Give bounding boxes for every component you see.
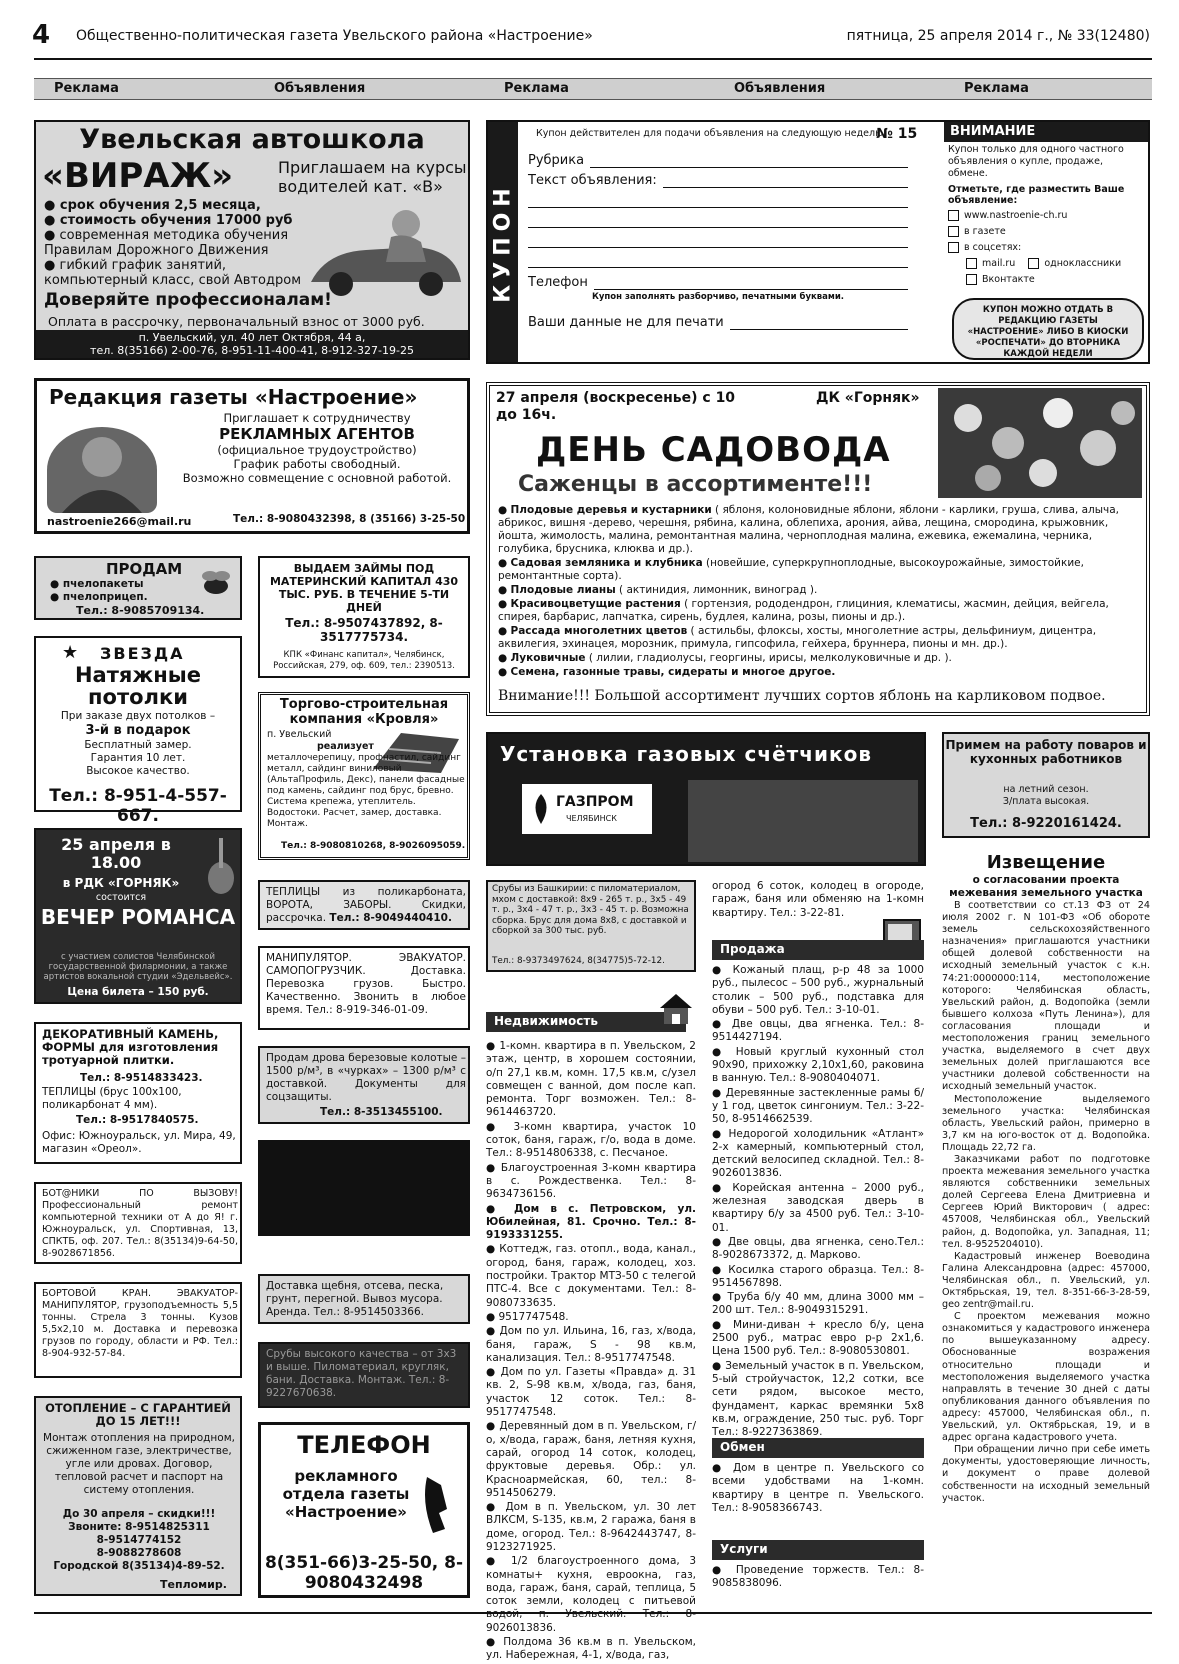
band-ad-2: Реклама [504,81,569,96]
heating-phone: 8-9514774152 [96,1534,182,1546]
list-item: ● Земельный участок в п. Увельском, 5-ый стройучасток, 12,2 сотки, все сети рядом, высокое место, фундамент, каркас времянки 5х8 кв.м, ограждение, 250 тыс. руб. Торг Тел.: 8-9227363869. [712,1359,924,1439]
autoschool-ad [34,120,470,360]
garden-item: ● Красивоцветущие растения ( гортензия, рододендрон, глициния, клематисы, жасмин, дейция, вейгела, спирея, барбарис, лапчатка, сирень, будлея, калина, розы, пионы и др.). [498,598,1109,623]
exchange-list [712,1462,924,1516]
phone-ad [258,1422,470,1598]
coupon-choose: Отметьте, где разместить Ваше объявление: [948,184,1125,206]
rubric-label: Рубрика [528,153,585,168]
option-social: в соцсетях: [964,242,1022,253]
newspaper-title: Общественно-политическая газета Увельского района «Настроение» [76,28,593,44]
list-item: ● Деревянный дом в п. Увельском, г/о, х/вода, гараж, баня, летняя кухня, сарай, огород 14 соток, колодец, фруктовые деревья. Обр.: ул. Красноармейская, 60, тел.: 8-9514506279. [486,1420,697,1499]
logs-ad [486,880,696,972]
col2-continued: огород 6 соток, колодец в огороде, гараж, баня или обменяю на 1-комн квартиру. Тел.: 3-22-81. [712,880,924,919]
garden-place: ДК «Горняк» [816,390,920,406]
gas-title: Установка газовых счётчиков [500,742,872,766]
list-item: ● Дом в центре п. Увельского со всеми удобствами на 1-комн. квартиру в центре п. Увельского. Тел.: 8-9058366743. [712,1462,924,1514]
autoschool-address: п. Увельский, ул. 40 лет Октября, 44 а, [138,331,366,344]
coupon-valid: Купон действителен для подачи объявления на следующую неделю [536,128,884,139]
list-item: ● 9517747548. [486,1310,569,1323]
logs2-ad [258,1342,470,1408]
redaction-email[interactable]: nastroenie266@mail.ru [47,515,192,528]
page-number: 4 [32,20,51,50]
heating-contacts [40,1508,238,1573]
bees-item: ● пчелопакеты [50,578,144,590]
list-item: ● Благоустроенная 3-комн квартира в с. Рождественка. Тел.: 8-9634736156. [486,1161,696,1201]
crane-text: БОРТОВОЙ КРАН. ЭВАКУАТОР-МАНИПУЛЯТОР, грузоподъемность 5,5 тонны. Стрела 3 тонны. Кузов 5,5х2,10 м. Доставка и перевозка грузов по городу, области и РФ. Тел.: 8-904-932-57-84. [42,1288,238,1359]
list-item: ● Дом в п. Увельском, ул. 30 лет ВЛКСМ, S-135, кв.м, 2 гаража, баня в доме, огород. Тел.: 8-9642443747, 8-9123271925. [486,1501,696,1553]
notice-paragraph: С проектом межевания можно ознакомиться у кадастрового инженера по вышеуказанному адресу. Обоснованные возражения относительно площади и местоположения выделяемого участка направлять в течение 30 дней с даты опубликования данного объявления по адресу: 457000, Челябинская обл., п. Увельский, ул. Октябрьская, 19, и в адрес органа кадастрового учета. [942,1311,1150,1444]
list-item: ● Недорогой холодильник «Атлант» 2-х камерный, компьютерный стол, детский велосипед складной. Тел.: 8-9026013836. [712,1127,924,1180]
evacuator-ad [258,946,470,1030]
stone-phone2: Тел.: 8-9517840575. [76,1114,199,1126]
garden-item: ● Луковичные ( лилии, гладиолусы, георгины, ирисы, мелколуковичные и др. ). [498,652,952,664]
band-ad-1: Реклама [54,81,119,96]
krovlya-place: п. Увельский [267,729,332,740]
redaction-line: (официальное трудоустройство) [217,443,417,457]
list-item: ● Две овцы, два ягненка, сено.Тел.: 8-9028673372, д. Марково. [712,1235,925,1262]
bees-phone: Тел.: 8-9085709134. [76,604,205,617]
heating-text: Монтаж отопления на природном, сжиженном газе, электричестве, угле или дровах. Договор, тепловой расчет и паспорт на систему отопления. [43,1432,235,1496]
autoschool-slogan: Доверяйте профессионалам! [44,290,332,310]
autoschool-item: ● современная методика обучения Правилам Дорожного Движения [44,228,289,258]
garden-day-ad [486,382,1150,716]
text-input[interactable] [663,170,908,188]
rubric-input[interactable] [590,150,908,168]
redaction-line: График работы свободный. [233,457,401,471]
bees-title: ПРОДАМ [106,560,183,578]
ceilings-line: Гарантия 10 лет. [90,752,186,764]
house-icon [658,992,694,1030]
band-ann-1: Объявления [274,81,366,96]
ceilings-title: Натяжные потолки [74,663,202,709]
romance-date: 25 апреля в 18.00 [61,835,171,872]
garden-footer: Внимание!!! Большой ассортимент лучших сортов яблонь на карликовом подвое. [498,688,1106,704]
list-item: ● Косилка старого образца. Тел.: 8-9514567898. [712,1263,924,1289]
attention-title: ВНИМАНИЕ [944,122,1148,142]
logs-phone: Тел.: 8-9373497624, 8(34775)5-72-12. [492,956,665,966]
list-item: ● Мини-диван + кресло б/у, цена 2500 руб., матрас евро р-р 2х1,6. Цена 1500 руб. Тел.: 8-9080530801. [712,1318,924,1358]
redaction-ad [34,378,470,534]
gas-meters-ad [486,732,926,866]
autoschool-payment: Оплата в рассрочку, первоначальный взнос от 3000 руб. [48,314,425,329]
notice-title: Извещение [986,852,1106,873]
greenhouses-ad [258,880,470,930]
text-label: Текст объявления: [528,173,657,188]
stone-greenhouse: ТЕПЛИЦЫ (брус 100х100, поликарбонат 4 мм). [42,1086,182,1111]
romance-price: Цена билета – 150 руб. [67,986,209,998]
cooks-sub: на летний сезон. [1003,784,1089,795]
list-item: ● Новый круглый кухонный стол 90х90, прихожку 2,10х1,60, раковина в ванную. Тел.: 8-9080404071. [712,1045,924,1085]
garden-item: ● Плодовые деревья и кустарники ( яблоня, колоновидные яблони, яблони - карлики, груша, слива, алыча, абрикос, вишня -дерево, черешня, рябина, калина, облепиха, арония, айва, лещина, смородина, крыжовник, йошта, жимолость, малина, ремонтантная малина, черноплодная малина, ежевика, ежемалина, черника, голубика, брусника, клюква и др.). [498,504,1120,555]
list-item: ● Корейская антенна – 2000 руб., железная заводская дверь в квартиру б/у за 4500 руб. Тел.: 3-10-01. [712,1181,925,1234]
notice-paragraph: При обращении лично при себе иметь документы, удостоверяющие личность, и документ о праве долевой собственности на исходный земельный участок. [942,1444,1150,1504]
private-input[interactable] [730,312,908,330]
flowers-photo [938,388,1142,498]
coupon-number: № 15 [876,126,918,142]
text-input-line[interactable] [528,248,908,268]
coupon-fields [528,146,908,330]
garden-title: ДЕНЬ САДОВОДА [536,430,891,470]
realty-heading [486,1012,686,1032]
person-photo [47,427,157,513]
checkbox-social[interactable] [948,242,959,253]
list-item: ● 3-комн квартира, участок 10 соток, баня, гараж, г/о, вода в доме. Тел.: 8-9514806338, с. Песчаное. [486,1120,696,1160]
garden-item: ● Рассада многолетних цветов ( астильбы, флоксы, хосты, многолетние астры, дельфиниум, дицентра, аквилегия, эхинацея, морозник, примула, гипсофила, гейхера, бруннера, пионы и мн. др.). [498,625,1097,650]
services-heading [712,1540,924,1560]
romance-title: ВЕЧЕР РОМАНСА [40,905,236,929]
phone-ad-title: ТЕЛЕФОН [297,1431,431,1459]
meters-photo [688,780,918,862]
violin-icon [204,836,238,900]
heating-phone: 8-9088278608 [96,1547,182,1559]
autoschool-name: «ВИРАЖ» [42,156,234,196]
list-item: ● Дом в с. Петровском, ул. Юбилейная, 81. Срочно. Тел.: 8-9193331255. [486,1202,696,1242]
exchange-heading [712,1438,924,1458]
autoschool-item: ● срок обучения 2,5 месяца, [44,198,261,213]
bees-list [50,578,148,604]
gravel-ad [258,1274,470,1324]
phone-label: Телефон [528,275,588,290]
logs-text: Срубы из Башкирии: с пиломатериалом, мхом с доставкой: 8х9 - 265 т. р., 3х5 - 49 т. р., 3х4 - 47 т. р., 3х3 - 45 т. р. Возможна сборка. Брус для дома 8х8, с доставкой и сборкой за 300 тыс. руб. [492,884,689,937]
private-label: Ваши данные не для печати [528,315,724,330]
autoschool-phones: тел. 8(35166) 2-00-76, 8-951-11-400-41, 8-912-327-19-25 [90,344,414,357]
garden-date: 27 апреля (воскресенье) с 10 до 16ч. [496,390,736,423]
redaction-agents: РЕКЛАМНЫХ АГЕНТОВ [219,425,415,443]
cooks-ad [942,732,1150,838]
ceilings-body [36,710,240,778]
section-band [34,78,1152,100]
notice-paragraph: В соответствии со ст.13 ФЗ от 24 июля 2002 г. N 101-ФЗ «Об обороте земель сельскохозяйственного назначения» приглашаются участники общей долевой собственности на исходный земельный участок с к.н. 74:21:0000000:114, местоположение которого: Челябинская область, Увельский район, д. Водопойка (земли бывшего колхоза «Путь Ленина»), для согласования площади и местоположения границ земельного участка, выделяемого в счет двух земельных долей приглашаются все участники долевой собственности на исходный земельный участок. [942,900,1150,1093]
sale-heading-text: Продажа [720,942,785,956]
stone-ad [34,1022,242,1164]
ceilings-gift: 3-й в подарок [85,723,191,738]
heating-promo: До 30 апреля – скидки!!! [62,1508,216,1520]
list-item: ● Труба б/у 40 мм, длина 3000 мм – 200 шт. Тел.: 8-9049315291. [712,1291,925,1317]
redaction-phones: Тел.: 8-9080432398, 8 (35166) 3-25-50 [233,513,466,525]
checkbox-mailru[interactable] [966,258,977,269]
krovlya-title: Торгово-строительная компания «Кровля» [279,697,449,727]
romance-held: состоится [95,892,147,903]
phone-icon [419,1473,463,1541]
autoschool-title: Увельская автошкола [79,124,425,155]
exchange-heading-text: Обмен [720,1440,765,1454]
ceilings-ad [34,636,242,826]
autoschool-list [44,198,314,288]
option-vk: Вконтакте [982,274,1035,285]
list-item: ● 1/2 благоустроенного дома, 3 комнаты+ кухня, евроокна, газ, вода, гараж, баня, сарай, теплица, 5 соток земли, колодец с питьевой водой, п. Увельский. Тел.: 8-9026013836. [486,1555,697,1634]
ceilings-line: Высокое качество. [86,765,190,777]
list-item: ● Деревянные застекленные рамы б/у 1 год, цветок сингониум. Тел.: 3-22-50, 8-9514662539. [712,1086,924,1126]
option-paper: в газете [964,226,1006,237]
loans-title: ВЫДАЕМ ЗАЙМЫ ПОД МАТЕРИНСКИЙ КАПИТАЛ 430 ТЫС. РУБ. В ТЕЧЕНИЕ 5-ТИ ДНЕЙ [269,562,459,614]
krovlya-sells: реализует [317,741,374,752]
stone-phone1: Тел.: 8-9514833423. [80,1072,203,1084]
garden-list [498,504,1142,679]
car-illustration [306,202,466,302]
checkbox-paper[interactable] [948,226,959,237]
romance-place: в РДК «ГОРНЯК» [62,876,180,890]
autoschool-invite: Приглашаем на курсы водителей кат. «В» [278,158,467,196]
loans-phones: Тел.: 8-9507437892, 8-3517775734. [285,616,443,644]
checkbox-site[interactable] [948,210,959,221]
gazprom-logo [522,784,652,834]
krovlya-phones: Тел.: 8-9080810268, 8-9026095059. [281,841,466,851]
notice-paragraph: Кадастровый инженер Воеводина Галина Александровна (адрес: 457000, Челябинская обл., п. Увельский, ул. Октябрьская, 19, тел. 8-351-66-3-28-59, geo zentr@mail.ru. [942,1250,1150,1311]
list-item: ● Проведение торжеств. Тел.: 8-9085838096. [712,1564,924,1590]
redaction-body [167,411,467,485]
phone-ad-sub: рекламного отдела газеты «Настроение» [282,1467,410,1521]
list-item: ● Две овцы, два ягненка. Тел.: 8-9514427194. [712,1018,924,1044]
list-item: ● Дом по ул. Ильина, 16, газ, х/вода, баня, гараж, S - 98 кв.м, канализация. Тел.: 8-9517747548. [486,1325,696,1364]
coupon-hint: Купон заполнять разборчиво, печатными буквами. [591,292,845,302]
coupon-note: КУПОН МОЖНО ОТДАТЬ В РЕДАКЦИЮ ГАЗЕТЫ «НАСТРОЕНИЕ» ЛИБО В КИОСКИ «РОСПЕЧАТИ» ДО ВТОРНИКА КАЖДОЙ НЕДЕЛИ [952,298,1144,360]
logs2-text: Срубы высокого качества – от 3х3 и выше. Пиломатериал, кругляк, бани. Доставка. Монтаж. Тел.: 8-9227670638. [266,1348,457,1399]
romance-ad [34,828,242,1004]
text-input-line[interactable] [528,188,908,208]
autoschool-item: ● гибкий график занятий, компьютерный класс, свой Автодром [44,258,301,288]
phone-ad-numbers: 8(351-66)3-25-50, 8-9080432498 [264,1553,464,1593]
krovlya-text: металлочерепицу, профнастил, сайдинг металл, сайдинг виниловый (АльтаПрофиль, Декс), панели фасадные под камень, сайдинг под брус, бревно. Система крепежа, утеплитель. Водостоки. Расчет, замер, доставка. Монтаж. [267,753,465,829]
krovlya-ad [258,692,470,860]
evacuator-text: МАНИПУЛЯТОР. ЭВАКУАТОР. САМОПОГРУЗЧИК. Доставка. Перевозка грузов. Быстро. Качественно. Звонить в любое время. Тел.: 8-919-346-01-09. [266,952,466,1016]
phone-input[interactable] [594,272,908,290]
option-site: www.nastroenie-ch.ru [964,210,1068,221]
autoschool-item: ● стоимость обучения 17000 руб [44,213,293,228]
footer-rule [34,1612,1152,1614]
cooks-phone: Тел.: 8-9220161424. [970,816,1122,831]
bee-icon [196,568,236,602]
star-icon: ★ [62,642,79,663]
sale-list [712,964,924,1440]
black-block [258,1140,470,1236]
services-heading-text: Услуги [720,1542,768,1556]
bees-ad [34,556,242,620]
gravel-text: Доставка щебня, отсева, песка, грунт, перегной. Вывоз мусора. Аренда. Тел.: 8-9514503366. [266,1280,444,1318]
garden-item: ● Семена, газонные травы, сидераты и многое другое. [498,666,836,678]
notice-paragraph: Местоположение выделяемого земельного участка: Челябинская область, Увельский район, примерно в 3,7 км на юго-восток от д. Водопойка. Площадь 22,72 га. [942,1093,1150,1153]
heating-phone: Звоните: 8-9514825311 [68,1521,210,1533]
list-item: ● 1-комн. квартира в п. Увельском, 2 этаж, центр, в хорошем состоянии, о/п 27,1 кв.м, комн. 17,5 кв.м, с/узел совмещен с ванной, дом после кап. ремонта. Торг возможен. Тел.: 8-9614463720. [486,1040,696,1119]
services-list [712,1564,924,1592]
checkbox-vk[interactable] [966,274,977,285]
garden-item: ● Садовая земляника и клубника (новейшие, суперкрупноплодные, высокоурожайные, зимостойкие, ремонтантные сорта). [498,557,1084,582]
band-ann-2: Объявления [734,81,826,96]
sale-heading [712,940,924,960]
loans-note: КПК «Финанс капитал», Челябинск, Российская, 279, оф. 609, тел.: 2390513. [273,650,455,671]
redaction-line: Возможно совмещение с основной работой. [182,471,452,485]
garden-item: ● Плодовые лианы ( актинидия, лимонник, виноград ). [498,584,818,596]
gazprom-city: ЧЕЛЯБИНСК [566,814,617,823]
realty-heading-text: Недвижимость [494,1014,598,1028]
realty-list [486,1040,696,1664]
stone-title: ДЕКОРАТИВНЫЙ КАМЕНЬ, ФОРМЫ для изготовления тротуарной плитки. [42,1027,219,1067]
cooks-pay: З/плата высокая. [1002,796,1090,807]
ceilings-line: Бесплатный замер. [84,739,192,751]
romance-text: с участием солистов Челябинской государственной филармонии, а также артистов вокальной студии «Эдельвейс». [43,952,233,982]
list-item: ● Дом по ул. Газеты «Правда» д. 31 кв. 2, S-98 кв.м, х/вода, газ, баня, участок 12 соток. Тел.: 8-9517747548. [486,1366,696,1419]
botaniki-text: БОТ@НИКИ ПО ВЫЗОВУ! Профессиональный ремонт компьютерной техники от А до Я! г. Южноуральск, ул. Спортивная, 13, СПКТБ, оф. 207. Тел.: 8(35134)9-64-50, 8-9028671856. [42,1188,238,1259]
heating-ad [34,1396,242,1596]
list-item: ● Коттедж, газ. отопл., вода, канал., огород, баня, гараж, колодец, хоз. постройки. Трактор МТЗ-50 с телегой ПТС-4. Все с документами. Тел.: 8-9080733635. [486,1243,696,1309]
coupon-side-label [488,122,518,362]
firewood-ad [258,1046,470,1124]
list-item: ● Кожаный плащ, р-р 48 за 1000 руб., пылесос – 500 руб., журнальный столик – 500 руб., подставка для обуви – 500 руб. Тел.: 3-10-01. [712,964,924,1016]
ceilings-brand: ЗВЕЗДА [100,644,185,663]
botaniki-ad [34,1182,242,1264]
option-mailru: mail.ru [982,258,1016,269]
bees-item: ● пчелоприцеп. [50,591,148,603]
cooks-title: Примем на работу поваров и кухонных работников [945,738,1147,766]
crane-ad [34,1282,242,1378]
header-rule [34,58,1152,60]
option-ok: одноклассники [1044,258,1122,269]
text-input-line[interactable] [528,228,908,248]
stone-office: Офис: Южноуральск, ул. Мира, 49, магазин «Ореол». [42,1130,236,1155]
coupon-side-text: КУПОН [490,182,516,303]
heating-title: ОТОПЛЕНИЕ – С ГАРАНТИЕЙ ДО 15 ЛЕТ!!! [45,1401,231,1428]
ceilings-line: При заказе двух потолков – [60,710,216,722]
heating-brand: Тепломир. [160,1578,227,1591]
notice-body [942,900,1150,1505]
gazprom-brand: ГАЗПРОМ [556,794,634,810]
text-input-line[interactable] [528,208,908,228]
redaction-line: Приглашает к сотрудничеству [223,411,411,425]
band-ad-3: Реклама [964,81,1029,96]
ceilings-phone: Тел.: 8-951-4-557-667. [49,786,227,826]
greenhouses-text: ТЕПЛИЦЫ из поликарбоната, ВОРОТА, ЗАБОРЫ. Скидки, рассрочка. Тел.: 8-9049440410. [266,886,466,924]
firewood-phone: Тел.: 8-3513455100. [320,1106,443,1118]
firewood-text: Продам дрова березовые колотые – 1500 р/м³, в «чурках» – 1300 р/м³ с доставкой. Документы для соцзащиты. [266,1052,466,1103]
notice-paragraph: Заказчиками работ по подготовке проекта межевания земельного участка являются собственники земельных долей Сергеева Елена Дмитриевна и Сергеев Юрий Викторович ( адрес: 457008, Челябинская обл., Увельский район, д. Водопойка, ул. Западная, 11; тел. 8-9525204010). [942,1153,1150,1250]
loans-ad [258,556,470,678]
redaction-title: Редакция газеты «Настроение» [49,385,418,409]
autoschool-contacts [36,330,468,358]
notice-subtitle: о согласовании проекта межевания земельного участка [949,874,1143,899]
list-item: ● Полдома 36 кв.м в п. Увельском, ул. Набережная, 4-1, х/вода, газ, [486,1636,696,1662]
issue-date: пятница, 25 апреля 2014 г., № 33(12480) [846,28,1150,44]
coupon-form [486,120,1150,364]
garden-subtitle: Саженцы в ассортименте!!! [518,472,873,497]
coupon-options [948,210,1144,290]
checkbox-ok[interactable] [1028,258,1039,269]
heating-city-phone: Городской 8(35134)4-89-52. [53,1560,225,1572]
attention-text: Купон только для одного частного объявления о купле, продаже, обмене. [948,144,1124,179]
